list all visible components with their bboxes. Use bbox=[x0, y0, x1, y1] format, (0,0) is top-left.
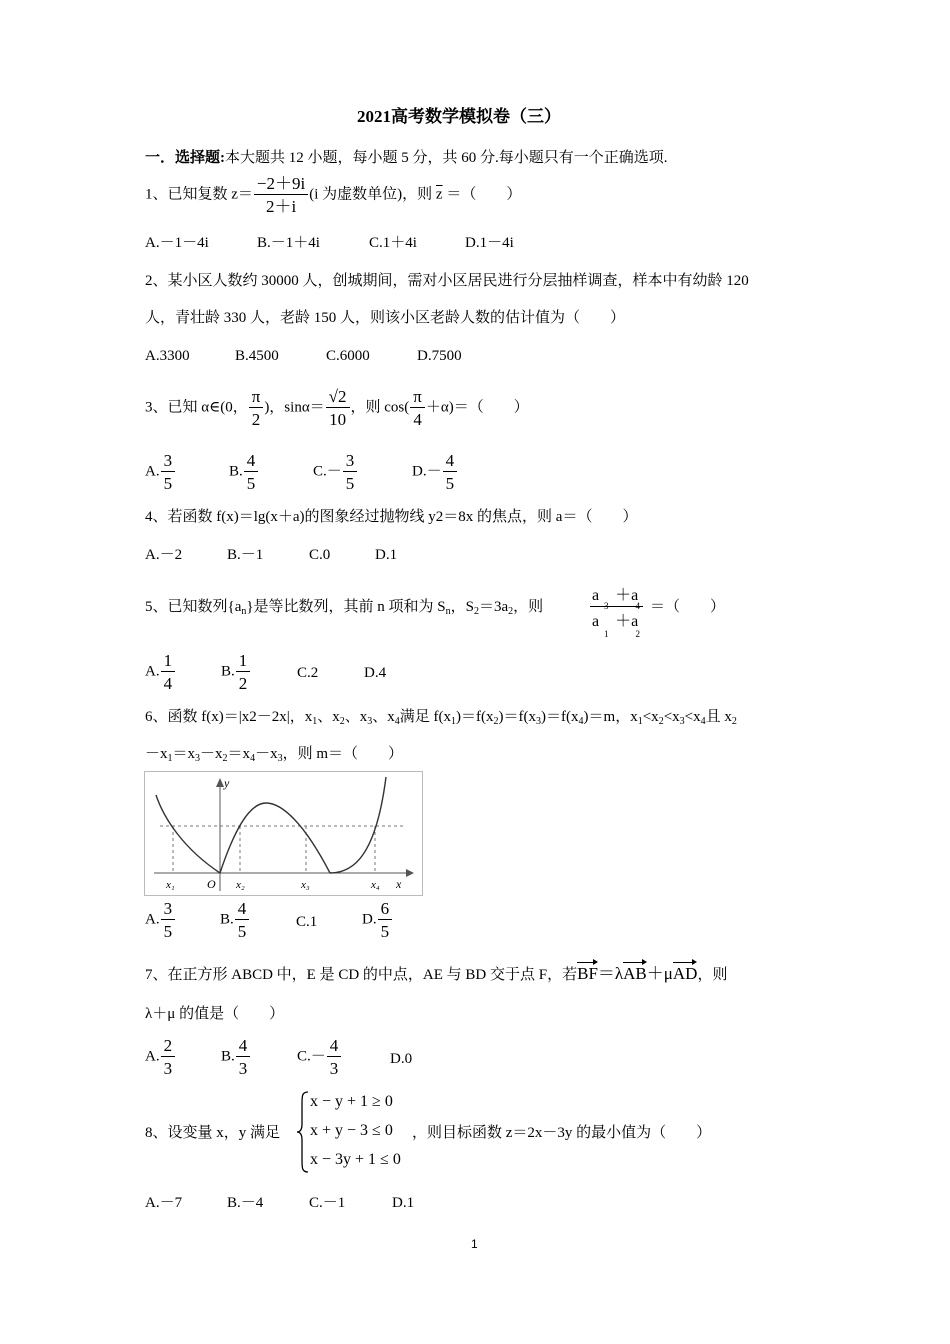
q7-text: 7、在正方形 ABCD 中，E 是 CD 的中点，AE 与 BD 交于点 F，若 bbox=[145, 967, 578, 983]
q7-c-den: 3 bbox=[329, 1059, 339, 1078]
q6-u4: ＝x bbox=[227, 746, 251, 762]
section-header bbox=[145, 151, 668, 166]
question-1 bbox=[145, 175, 521, 215]
q3-option-d bbox=[412, 452, 458, 492]
q6-b-num: 4 bbox=[235, 900, 250, 920]
q7-a-den: 3 bbox=[163, 1059, 173, 1078]
q6-d-den: 5 bbox=[380, 922, 390, 941]
q2-option-d: D.7500 bbox=[417, 348, 462, 364]
q3-frac-sqrt2 bbox=[326, 388, 350, 428]
q5-mid3: ＝3a bbox=[479, 599, 509, 615]
q6-b-label: B. bbox=[220, 911, 234, 928]
q1-option-a: A.－1－4i bbox=[145, 235, 209, 251]
q6-a-label: A. bbox=[145, 911, 160, 928]
q3-a-num: 3 bbox=[161, 452, 176, 472]
q6-t8: )＝f(x bbox=[541, 709, 579, 725]
q3-option-c bbox=[313, 452, 358, 492]
q7-c-sign: － bbox=[310, 1048, 326, 1065]
q6-s: 1 bbox=[637, 716, 643, 727]
q7-c-num: 4 bbox=[327, 1037, 342, 1057]
q1-post: (i 为虚数单位)，则 bbox=[309, 186, 433, 203]
q7-option-a bbox=[145, 1037, 176, 1077]
q2-line-1: 2、某小区人数约 30000 人，创城期间，需对小区居民进行分层抽样调查，样本中有幼龄 120 bbox=[145, 273, 749, 289]
q5-mid4: ，则 bbox=[513, 599, 544, 615]
q6-d-label: D. bbox=[362, 911, 377, 928]
q6-s: 3 bbox=[277, 753, 283, 764]
q1-option-c: C.1＋4i bbox=[369, 235, 417, 251]
q6-d-num: 6 bbox=[378, 900, 393, 920]
q6-s: 1 bbox=[167, 753, 173, 764]
q6-option-b bbox=[220, 900, 250, 940]
q4-option-a: A.－2 bbox=[145, 547, 183, 563]
q7-tail: ，则 bbox=[697, 967, 728, 983]
q6-t3: 、x bbox=[344, 709, 368, 725]
q1-prefix: 1、已知复数 z＝ bbox=[145, 186, 253, 203]
q5-fraction-bar bbox=[590, 606, 643, 607]
q1-option-b: B.－1＋4i bbox=[257, 235, 320, 251]
question-5 bbox=[145, 600, 543, 617]
q3-f2-den: 10 bbox=[329, 410, 347, 429]
q5-a-num: 1 bbox=[161, 652, 176, 672]
q5-a-label: A. bbox=[145, 663, 160, 680]
graph-y-label: y bbox=[224, 776, 230, 790]
q6-t4: 、x bbox=[372, 709, 395, 725]
graph-x3-label: x₃ bbox=[301, 879, 310, 891]
q5-b-label: B. bbox=[221, 663, 235, 680]
q5-option-a bbox=[145, 652, 176, 692]
q6-b-den: 5 bbox=[237, 922, 247, 941]
q6-t1: 6、函数 f(x)＝|x2－2x|，x bbox=[145, 709, 313, 725]
q2-option-b: B.4500 bbox=[235, 348, 279, 364]
q5-b-den: 2 bbox=[238, 674, 248, 693]
q3-f3-den: 4 bbox=[413, 410, 422, 429]
q7-option-c bbox=[297, 1037, 342, 1077]
q6-s: 3 bbox=[679, 716, 685, 727]
q6-s: 2 bbox=[731, 716, 737, 727]
q5-a-den: 4 bbox=[163, 674, 173, 693]
q6-t9: )＝m，x bbox=[583, 709, 638, 725]
q5-option-c: C.2 bbox=[297, 665, 319, 681]
q5-b-num: 1 bbox=[236, 652, 251, 672]
graph-origin-label: O bbox=[207, 877, 216, 891]
q1-zbar: $\overline{z}$ bbox=[435, 186, 443, 203]
graph-x-label: x bbox=[396, 877, 402, 891]
q2-line-2: 人，青壮龄 330 人，老龄 150 人，则该小区老龄人数的估计值为（ ） bbox=[145, 310, 626, 326]
section-label: 一．选择题: bbox=[145, 150, 225, 166]
q1-fraction bbox=[254, 175, 308, 215]
q3-frac-pi4 bbox=[410, 388, 425, 428]
q3-tail: ＋α)＝（ ） bbox=[425, 399, 529, 416]
q7-vec-ab: AB bbox=[623, 964, 647, 983]
q2-option-a: A.3300 bbox=[145, 348, 190, 364]
q5-sub3: 2 bbox=[474, 606, 479, 617]
q6-s: 4 bbox=[578, 716, 584, 727]
q3-c-label: C. bbox=[313, 463, 327, 480]
q3-c-sign: － bbox=[326, 463, 342, 480]
q3-mid2: ，则 cos( bbox=[350, 399, 410, 416]
q6-s: 2 bbox=[493, 716, 499, 727]
q6-a-den: 5 bbox=[163, 922, 173, 941]
q7-plus: ＋μ bbox=[646, 964, 673, 983]
q6-s: 1 bbox=[312, 716, 318, 727]
q6-a-num: 3 bbox=[161, 900, 176, 920]
q8-constraint-2: x + y − 3 ≤ 0 bbox=[310, 1122, 393, 1139]
q3-f3-num: π bbox=[410, 388, 425, 408]
graph-x2-label: x₂ bbox=[236, 879, 245, 891]
q7-vec-bf: BF bbox=[577, 964, 598, 983]
q3-f1-den: 2 bbox=[251, 410, 261, 429]
q7-option-b bbox=[221, 1037, 251, 1077]
q5-fraction-num-sub: 3 4 bbox=[604, 601, 641, 611]
q3-mid1: )，sinα＝ bbox=[264, 399, 325, 416]
q6-s: 3 bbox=[536, 716, 542, 727]
q6-t7: )＝f(x bbox=[498, 709, 537, 725]
q6-u5: －x bbox=[255, 746, 278, 762]
q5-pre: 5、已知数列{a bbox=[145, 599, 242, 615]
q5-sub4: 2 bbox=[508, 606, 514, 617]
q6-u2: ＝x bbox=[172, 746, 196, 762]
q3-d-den: 5 bbox=[445, 474, 455, 493]
q6-u6: ，则 m＝（ ） bbox=[282, 746, 403, 762]
q7-eq: ＝λ bbox=[597, 964, 624, 983]
q5-fraction-den-sub: 1 2 bbox=[604, 629, 641, 639]
q1-option-d: D.1－4i bbox=[465, 235, 514, 251]
q5-sub2: n bbox=[445, 606, 451, 617]
q5-mid2: ，S bbox=[450, 599, 474, 615]
q6-option-c: C.1 bbox=[296, 914, 318, 930]
q7-line-1 bbox=[145, 965, 727, 983]
section-desc: 本大题共 12 小题，每小题 5 分，共 60 分.每小题只有一个正确选项. bbox=[225, 150, 668, 166]
q3-b-num: 4 bbox=[244, 452, 259, 472]
q6-t12: <x bbox=[684, 709, 701, 725]
q6-t11: <x bbox=[663, 709, 680, 725]
q3-d-label: D. bbox=[412, 463, 427, 480]
q8-brace bbox=[296, 1090, 310, 1174]
q3-c-den: 5 bbox=[345, 474, 355, 493]
q6-s: 2 bbox=[222, 753, 228, 764]
q3-d-num: 4 bbox=[443, 452, 458, 472]
q4-option-c: C.0 bbox=[309, 547, 331, 563]
q3-b-label: B. bbox=[229, 463, 243, 480]
q6-s: 2 bbox=[658, 716, 664, 727]
q6-t10: <x bbox=[642, 709, 659, 725]
graph-x4-label: x₄ bbox=[371, 879, 380, 891]
q3-d-sign: － bbox=[426, 463, 442, 480]
q6-graph bbox=[144, 771, 424, 897]
q6-t6: )＝f(x bbox=[456, 709, 494, 725]
q1-tail: ＝（ ） bbox=[446, 186, 522, 203]
q7-b-label: B. bbox=[221, 1048, 235, 1065]
question-4: 4、若函数 f(x)＝lg(x＋a)的图象经过抛物线 y2＝8x 的焦点，则 a＝（ ） bbox=[145, 509, 638, 525]
q5-fraction-num: a ＋a bbox=[592, 587, 639, 604]
q6-s: 4 bbox=[250, 753, 256, 764]
q6-u3: －x bbox=[200, 746, 223, 762]
q1-denominator: 2＋i bbox=[265, 197, 297, 216]
q3-frac-pi2 bbox=[249, 388, 264, 428]
q6-t13: 且 x bbox=[705, 709, 732, 725]
q5-fraction-den: a ＋a bbox=[592, 613, 639, 630]
graph-x1-label: x₁ bbox=[166, 879, 175, 891]
q6-t2: 、x bbox=[317, 709, 340, 725]
q4-option-b: B.－1 bbox=[227, 547, 264, 563]
q3-option-a bbox=[145, 452, 176, 492]
q7-c-label: C. bbox=[297, 1048, 311, 1065]
q3-option-b bbox=[229, 452, 259, 492]
q3-f1-num: π bbox=[249, 388, 264, 408]
q8-option-c: C.－1 bbox=[309, 1195, 346, 1211]
q8-option-d: D.1 bbox=[392, 1195, 415, 1211]
question-3 bbox=[145, 388, 529, 428]
q4-option-d: D.1 bbox=[375, 547, 398, 563]
q6-t5: 满足 f(x bbox=[399, 709, 452, 725]
q8-constraint-3: x − 3y + 1 ≤ 0 bbox=[310, 1151, 401, 1168]
q3-a-den: 5 bbox=[163, 474, 173, 493]
q6-s: 3 bbox=[195, 753, 201, 764]
q6-line-2 bbox=[145, 747, 403, 764]
q6-s: 4 bbox=[700, 716, 706, 727]
q3-prefix: 3、已知 α∈(0， bbox=[145, 399, 248, 416]
q5-option-b bbox=[221, 652, 251, 692]
q5-sub1: n bbox=[241, 606, 247, 617]
q7-b-num: 4 bbox=[236, 1037, 251, 1057]
q8-option-a: A.－7 bbox=[145, 1195, 183, 1211]
q3-f2-num: √2 bbox=[326, 388, 350, 408]
q7-a-num: 2 bbox=[161, 1037, 176, 1057]
page-title: 2021高考数学模拟卷（三） bbox=[357, 107, 561, 126]
q1-numerator: −2＋9i bbox=[254, 175, 308, 195]
q7-b-den: 3 bbox=[238, 1059, 248, 1078]
q3-c-num: 3 bbox=[343, 452, 358, 472]
q6-s: 4 bbox=[394, 716, 400, 727]
q6-line-1 bbox=[145, 710, 737, 727]
q7-option-d: D.0 bbox=[390, 1051, 413, 1067]
q6-s: 2 bbox=[339, 716, 345, 727]
q8-option-b: B.－4 bbox=[227, 1195, 264, 1211]
q8-tail: ，则目标函数 z＝2x－3y 的最小值为（ ） bbox=[412, 1125, 712, 1141]
q7-line-2: λ＋μ 的值是（ ） bbox=[145, 1006, 285, 1022]
q6-u1: －x bbox=[145, 746, 168, 762]
q3-b-den: 5 bbox=[246, 474, 256, 493]
q6-s: 1 bbox=[451, 716, 457, 727]
q5-option-d: D.4 bbox=[364, 665, 387, 681]
page-number: 1 bbox=[471, 1237, 478, 1251]
q5-tail: ＝（ ） bbox=[650, 599, 726, 615]
q5-mid: }是等比数列，其前 n 项和为 S bbox=[246, 599, 446, 615]
q6-option-a bbox=[145, 900, 176, 940]
q6-option-d bbox=[362, 900, 393, 940]
q8-prefix: 8、设变量 x，y 满足 bbox=[145, 1125, 281, 1141]
q7-a-label: A. bbox=[145, 1048, 160, 1065]
q3-a-label: A. bbox=[145, 463, 160, 480]
q8-constraint-1: x − y + 1 ≥ 0 bbox=[310, 1093, 393, 1110]
q2-option-c: C.6000 bbox=[326, 348, 370, 364]
q6-s: 3 bbox=[367, 716, 373, 727]
q7-vec-ad: AD bbox=[672, 964, 698, 983]
